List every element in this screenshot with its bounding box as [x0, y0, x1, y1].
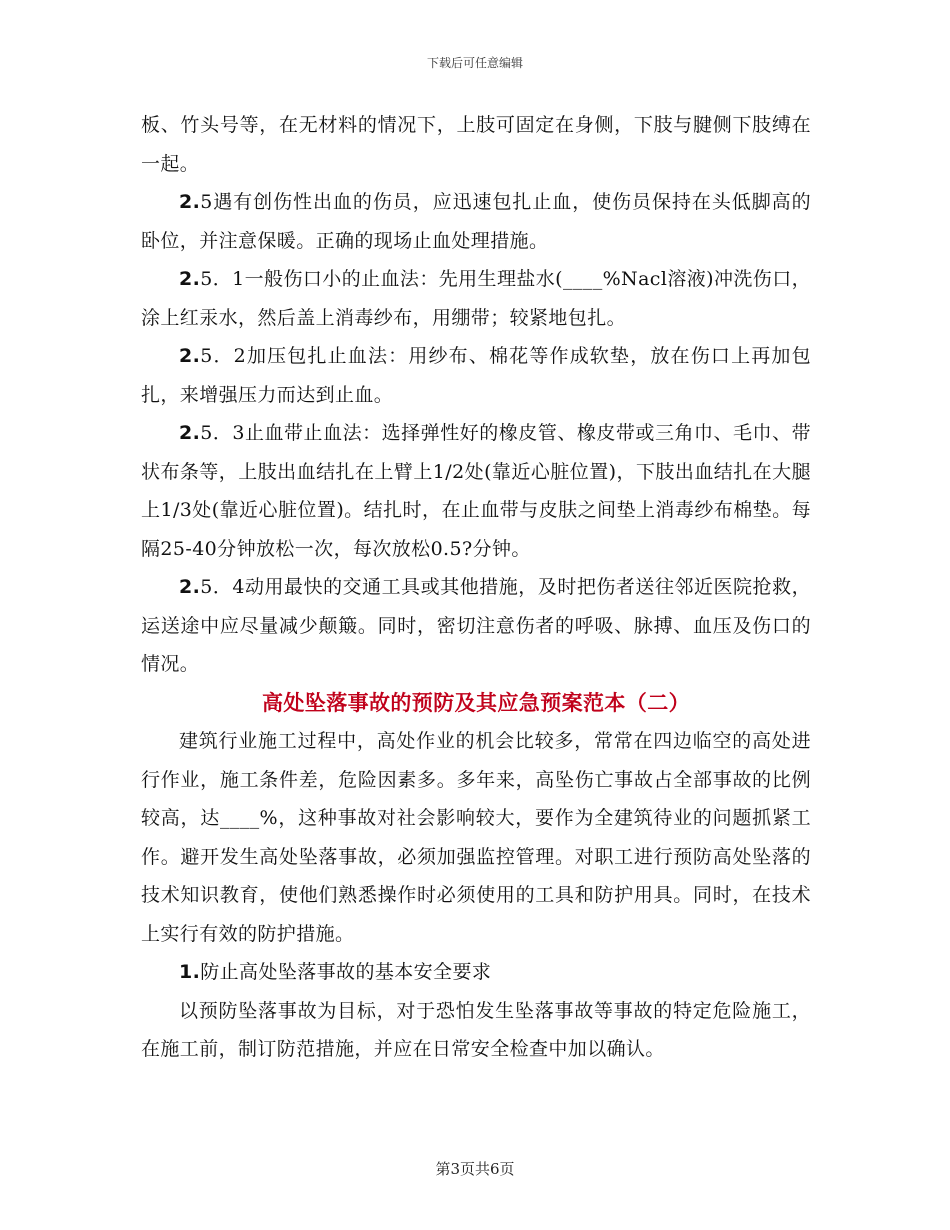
page-header: 下载后可任意编辑 — [426, 56, 523, 70]
document-body — [141, 106, 811, 1069]
section-number: 2. — [179, 345, 201, 367]
paragraph: 以预防坠落事故为目标，对于恐怕发生坠落事故等事故的特定危险施工，在施工前，制订防范措施，并应在日常安全检查中加以确认。 — [141, 999, 811, 1060]
section-number: 2. — [179, 422, 201, 444]
paragraph: 2.5．1一般伤口小的止血法：先用生理盐水(____%Nacl溶液)冲洗伤口，涂上红汞水，然后盖上消毒纱布，用绷带；较紧地包扎。 — [141, 268, 811, 329]
paragraph: 板、竹头号等，在无材料的情况下，上肢可固定在身侧，下肢与腱侧下肢缚在一起。 — [141, 114, 811, 175]
section-number: 2. — [179, 576, 201, 598]
paragraph: 2.5．4动用最快的交通工具或其他措施，及时把伤者送往邻近医院抢救，运送途中应尽量减少颠簸。同时，密切注意伤者的呼吸、脉搏、血压及伤口的情况。 — [141, 576, 811, 675]
section-number: 2. — [179, 191, 201, 213]
paragraph: 2.5．2加压包扎止血法：用纱布、棉花等作成软垫，放在伤口上再加包扎，来增强压力而达到止血。 — [141, 345, 811, 406]
section-number: 2. — [179, 268, 201, 290]
section-number: 1. — [179, 961, 201, 983]
paragraph: 2.5．3止血带止血法：选择弹性好的橡皮管、橡皮带或三角巾、毛巾、带状布条等，上肢出血结扎在上臂上1/2处(靠近心脏位置)，下肢出血结扎在大腿上1/3处(靠近心脏位置)。结扎时，在止血带与皮肤之间垫上消毒纱布棉垫。每隔25-40分钟放松一次，每次放松0.5?分钟。 — [141, 422, 811, 560]
paragraph: 2.5遇有创伤性出血的伤员，应迅速包扎止血，使伤员保持在头低脚高的卧位，并注意保暖。正确的现场止血处理措施。 — [141, 191, 811, 252]
paragraph: 建筑行业施工过程中，高处作业的机会比较多，常常在四边临空的高处进行作业，施工条件差，危险因素多。多年来，高坠伤亡事故占全部事故的比例较高，达____%，这种事故对社会影响较大，要作为全建筑待业的问题抓紧工作。避开发生高处坠落事故，必须加强监控管理。对职工进行预防高处坠落的技术知识教育，使他们熟悉操作时必须使用的工具和防护用具。同时，在技术上实行有效的防护措施。 — [141, 730, 811, 945]
page-footer: 第3页共6页 — [435, 1160, 515, 1178]
section-title: 高处坠落事故的预防及其应急预案范本（二） — [262, 690, 690, 715]
paragraph: 1.防止高处坠落事故的基本安全要求 — [179, 961, 492, 983]
